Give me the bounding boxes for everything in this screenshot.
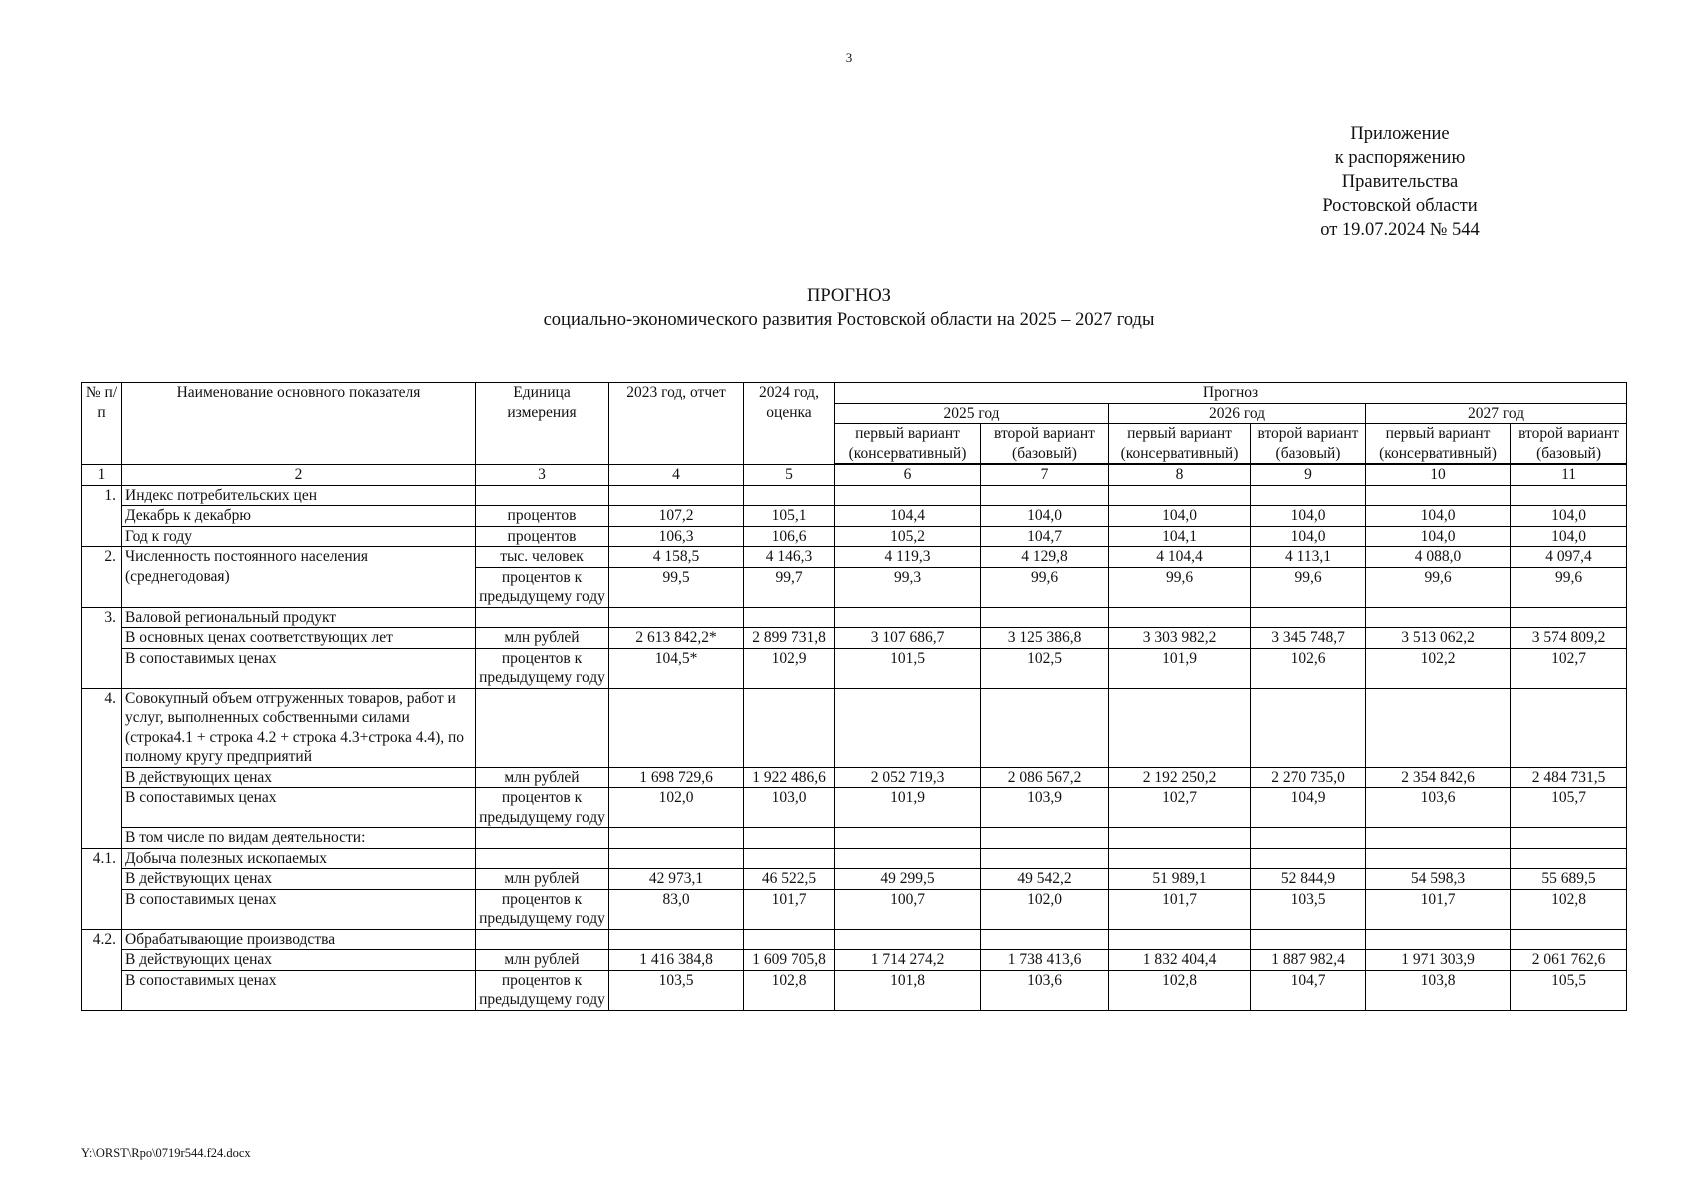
table-row	[82, 485, 1627, 506]
header-variant-1-2027: первый вариант (консервативный)	[1366, 424, 1511, 465]
value-cell: 2 052 719,3	[835, 767, 981, 788]
value-cell: 104,0	[1109, 506, 1251, 527]
indicator-label: В действующих ценах	[122, 869, 476, 890]
value-cell: 1 416 384,8	[609, 950, 744, 971]
value-cell: 1 832 404,4	[1109, 950, 1251, 971]
value-cell: 99,6	[1251, 567, 1366, 607]
value-cell: 102,8	[1109, 970, 1251, 1010]
column-number: 3	[476, 464, 609, 485]
row-number: 1.	[82, 485, 122, 547]
table-row	[82, 950, 1627, 971]
table-row	[82, 869, 1627, 890]
value-cell: 102,8	[1511, 889, 1627, 929]
column-number: 10	[1366, 464, 1511, 485]
page-number: 3	[845, 50, 853, 65]
appendix-line: Правительства	[1341, 172, 1459, 192]
indicator-label: Год к году	[122, 526, 476, 547]
unit-cell: млн рублей	[476, 869, 609, 890]
value-cell: 101,9	[835, 788, 981, 828]
value-cell: 42 973,1	[609, 869, 744, 890]
value-cell: 4 158,5	[609, 547, 744, 568]
value-cell: 1 971 303,9	[1366, 950, 1511, 971]
value-cell: 101,7	[1109, 889, 1251, 929]
unit-cell: процентов	[476, 506, 609, 527]
value-cell: 3 125 386,8	[981, 628, 1109, 649]
column-number-row	[82, 464, 1627, 485]
value-cell: 102,5	[981, 648, 1109, 688]
header-name: Наименование основного показателя	[122, 383, 476, 465]
table-row	[82, 648, 1627, 688]
value-cell: 104,4	[835, 506, 981, 527]
value-cell: 102,7	[1109, 788, 1251, 828]
column-number: 1	[82, 464, 122, 485]
value-cell: 4 119,3	[835, 547, 981, 568]
value-cell: 104,1	[1109, 526, 1251, 547]
value-cell: 101,7	[744, 889, 835, 929]
value-cell: 104,0	[1251, 526, 1366, 547]
value-cell: 99,3	[835, 567, 981, 607]
table-row	[82, 788, 1627, 828]
value-cell: 3 513 062,2	[1366, 628, 1511, 649]
subheading: В том числе по видам деятельности:	[122, 828, 476, 849]
column-number: 2	[122, 464, 476, 485]
unit-cell: тыс. человек	[476, 547, 609, 568]
indicator-label: В сопоставимых ценах	[122, 788, 476, 828]
value-cell: 1 887 982,4	[1251, 950, 1366, 971]
value-cell: 102,9	[744, 648, 835, 688]
value-cell: 2 192 250,2	[1109, 767, 1251, 788]
column-number: 5	[744, 464, 835, 485]
row-number: 4.	[82, 688, 122, 848]
table-row	[82, 547, 1627, 568]
value-cell: 104,0	[981, 506, 1109, 527]
value-cell: 1 714 274,2	[835, 950, 981, 971]
unit-cell: процентов к предыдущему году	[476, 648, 609, 688]
indicator-name: Численность постоянного населения	[122, 547, 476, 568]
value-cell: 101,5	[835, 648, 981, 688]
value-cell: 103,5	[1251, 889, 1366, 929]
value-cell: 1 922 486,6	[744, 767, 835, 788]
indicator-name-continued: (среднегодовая)	[122, 567, 476, 607]
value-cell: 104,0	[1511, 526, 1627, 547]
value-cell: 106,6	[744, 526, 835, 547]
table-row	[82, 767, 1627, 788]
table-row	[82, 506, 1627, 527]
value-cell: 3 107 686,7	[835, 628, 981, 649]
value-cell: 104,0	[1251, 506, 1366, 527]
value-cell: 104,5*	[609, 648, 744, 688]
unit-cell: процентов	[476, 526, 609, 547]
indicator-name: Обрабатывающие производства	[122, 929, 476, 950]
value-cell: 4 113,1	[1251, 547, 1366, 568]
value-cell: 103,6	[1366, 788, 1511, 828]
table-row	[82, 607, 1627, 628]
unit-cell: млн рублей	[476, 628, 609, 649]
value-cell: 2 086 567,2	[981, 767, 1109, 788]
indicator-label: В сопоставимых ценах	[122, 970, 476, 1010]
value-cell: 3 303 982,2	[1109, 628, 1251, 649]
value-cell: 106,3	[609, 526, 744, 547]
indicator-label: В действующих ценах	[122, 950, 476, 971]
row-number: 2.	[82, 547, 122, 608]
value-cell: 101,8	[835, 970, 981, 1010]
header-num: № п/п	[82, 383, 122, 465]
column-number: 4	[609, 464, 744, 485]
value-cell: 104,9	[1251, 788, 1366, 828]
value-cell: 99,5	[609, 567, 744, 607]
value-cell: 51 989,1	[1109, 869, 1251, 890]
column-number: 11	[1511, 464, 1627, 485]
indicator-name: Индекс потребительских цен	[122, 485, 476, 506]
row-number: 4.2.	[82, 929, 122, 1010]
indicator-name: Валовой региональный продукт	[122, 607, 476, 628]
header-2023: 2023 год, отчет	[609, 383, 744, 465]
value-cell: 52 844,9	[1251, 869, 1366, 890]
unit-cell: процентов к предыдущему году	[476, 889, 609, 929]
value-cell: 104,7	[1251, 970, 1366, 1010]
value-cell: 103,9	[981, 788, 1109, 828]
appendix-line: Приложение	[1350, 124, 1450, 144]
appendix-line: Ростовской области	[1322, 196, 1478, 216]
value-cell: 103,8	[1366, 970, 1511, 1010]
indicator-name: Совокупный объем отгруженных товаров, работ и услуг, выполненных собственными силами (строка4.1 + строка 4.2 + строка 4.3+строка 4.4), по полному кругу предприятий	[122, 688, 476, 767]
header-variant-2-2026: второй вариант (базовый)	[1251, 424, 1366, 465]
table-row	[82, 889, 1627, 929]
value-cell: 99,6	[1109, 567, 1251, 607]
value-cell: 4 146,3	[744, 547, 835, 568]
unit-cell: процентов к предыдущему году	[476, 567, 609, 607]
value-cell: 103,0	[744, 788, 835, 828]
unit-cell: процентов к предыдущему году	[476, 970, 609, 1010]
header-2024: 2024 год, оценка	[744, 383, 835, 465]
row-number: 4.1.	[82, 848, 122, 929]
indicator-label: Декабрь к декабрю	[122, 506, 476, 527]
value-cell: 104,0	[1511, 506, 1627, 527]
value-cell: 100,7	[835, 889, 981, 929]
value-cell: 103,6	[981, 970, 1109, 1010]
value-cell: 103,5	[609, 970, 744, 1010]
title-line-1: ПРОГНОЗ	[807, 286, 891, 306]
indicator-label: В сопоставимых ценах	[122, 648, 476, 688]
value-cell: 102,8	[744, 970, 835, 1010]
value-cell: 99,7	[744, 567, 835, 607]
column-number: 9	[1251, 464, 1366, 485]
value-cell: 4 088,0	[1366, 547, 1511, 568]
value-cell: 99,6	[981, 567, 1109, 607]
value-cell: 2 270 735,0	[1251, 767, 1366, 788]
title-line-2: социально-экономического развития Ростовской области на 2025 – 2027 годы	[543, 310, 1155, 330]
value-cell: 2 613 842,2*	[609, 628, 744, 649]
value-cell: 105,2	[835, 526, 981, 547]
forecast-table	[81, 382, 1627, 1011]
unit-cell: млн рублей	[476, 767, 609, 788]
table-row	[82, 929, 1627, 950]
column-number: 8	[1109, 464, 1251, 485]
row-number: 3.	[82, 607, 122, 688]
table-row	[82, 628, 1627, 649]
header-forecast: Прогноз	[835, 383, 1627, 404]
value-cell: 4 104,4	[1109, 547, 1251, 568]
table-row	[82, 526, 1627, 547]
value-cell: 1 609 705,8	[744, 950, 835, 971]
document-title	[0, 284, 1698, 332]
header-unit: Единица измерения	[476, 383, 609, 465]
appendix-block	[1300, 122, 1500, 242]
indicator-label: В сопоставимых ценах	[122, 889, 476, 929]
appendix-line: от 19.07.2024 № 544	[1320, 220, 1480, 240]
header-2026: 2026 год	[1109, 403, 1366, 424]
value-cell: 3 345 748,7	[1251, 628, 1366, 649]
value-cell: 102,2	[1366, 648, 1511, 688]
header-variant-2-2025: второй вариант (базовый)	[981, 424, 1109, 465]
file-path: Y:\ORST\Rpo\0719r544.f24.docx	[81, 1146, 251, 1160]
value-cell: 3 574 809,2	[1511, 628, 1627, 649]
value-cell: 1 738 413,6	[981, 950, 1109, 971]
table-row	[82, 688, 1627, 767]
appendix-line: к распоряжению	[1334, 148, 1466, 168]
value-cell: 104,7	[981, 526, 1109, 547]
value-cell: 102,6	[1251, 648, 1366, 688]
value-cell: 102,0	[609, 788, 744, 828]
header-variant-1-2025: первый вариант (консервативный)	[835, 424, 981, 465]
table-row	[82, 828, 1627, 849]
header-2027: 2027 год	[1366, 403, 1627, 424]
unit-cell: процентов к предыдущему году	[476, 788, 609, 828]
value-cell: 104,0	[1366, 506, 1511, 527]
value-cell: 1 698 729,6	[609, 767, 744, 788]
value-cell: 46 522,5	[744, 869, 835, 890]
value-cell: 83,0	[609, 889, 744, 929]
value-cell: 55 689,5	[1511, 869, 1627, 890]
value-cell: 2 899 731,8	[744, 628, 835, 649]
indicator-name: Добыча полезных ископаемых	[122, 848, 476, 869]
indicator-label: В основных ценах соответствующих лет	[122, 628, 476, 649]
value-cell: 101,7	[1366, 889, 1511, 929]
header-variant-2-2027: второй вариант (базовый)	[1511, 424, 1627, 465]
value-cell: 49 299,5	[835, 869, 981, 890]
value-cell: 105,7	[1511, 788, 1627, 828]
value-cell: 4 129,8	[981, 547, 1109, 568]
value-cell: 101,9	[1109, 648, 1251, 688]
table-row	[82, 848, 1627, 869]
value-cell: 99,6	[1366, 567, 1511, 607]
header-2025: 2025 год	[835, 403, 1109, 424]
column-number: 6	[835, 464, 981, 485]
table-row	[82, 970, 1627, 1010]
header-variant-1-2026: первый вариант (консервативный)	[1109, 424, 1251, 465]
value-cell: 102,0	[981, 889, 1109, 929]
value-cell: 2 354 842,6	[1366, 767, 1511, 788]
value-cell: 99,6	[1511, 567, 1627, 607]
value-cell: 105,1	[744, 506, 835, 527]
value-cell: 49 542,2	[981, 869, 1109, 890]
value-cell: 54 598,3	[1366, 869, 1511, 890]
value-cell: 2 484 731,5	[1511, 767, 1627, 788]
value-cell: 105,5	[1511, 970, 1627, 1010]
value-cell: 102,7	[1511, 648, 1627, 688]
table-row	[82, 567, 1627, 607]
column-number: 7	[981, 464, 1109, 485]
value-cell: 4 097,4	[1511, 547, 1627, 568]
indicator-label: В действующих ценах	[122, 767, 476, 788]
value-cell: 107,2	[609, 506, 744, 527]
value-cell: 104,0	[1366, 526, 1511, 547]
value-cell: 2 061 762,6	[1511, 950, 1627, 971]
unit-cell: млн рублей	[476, 950, 609, 971]
